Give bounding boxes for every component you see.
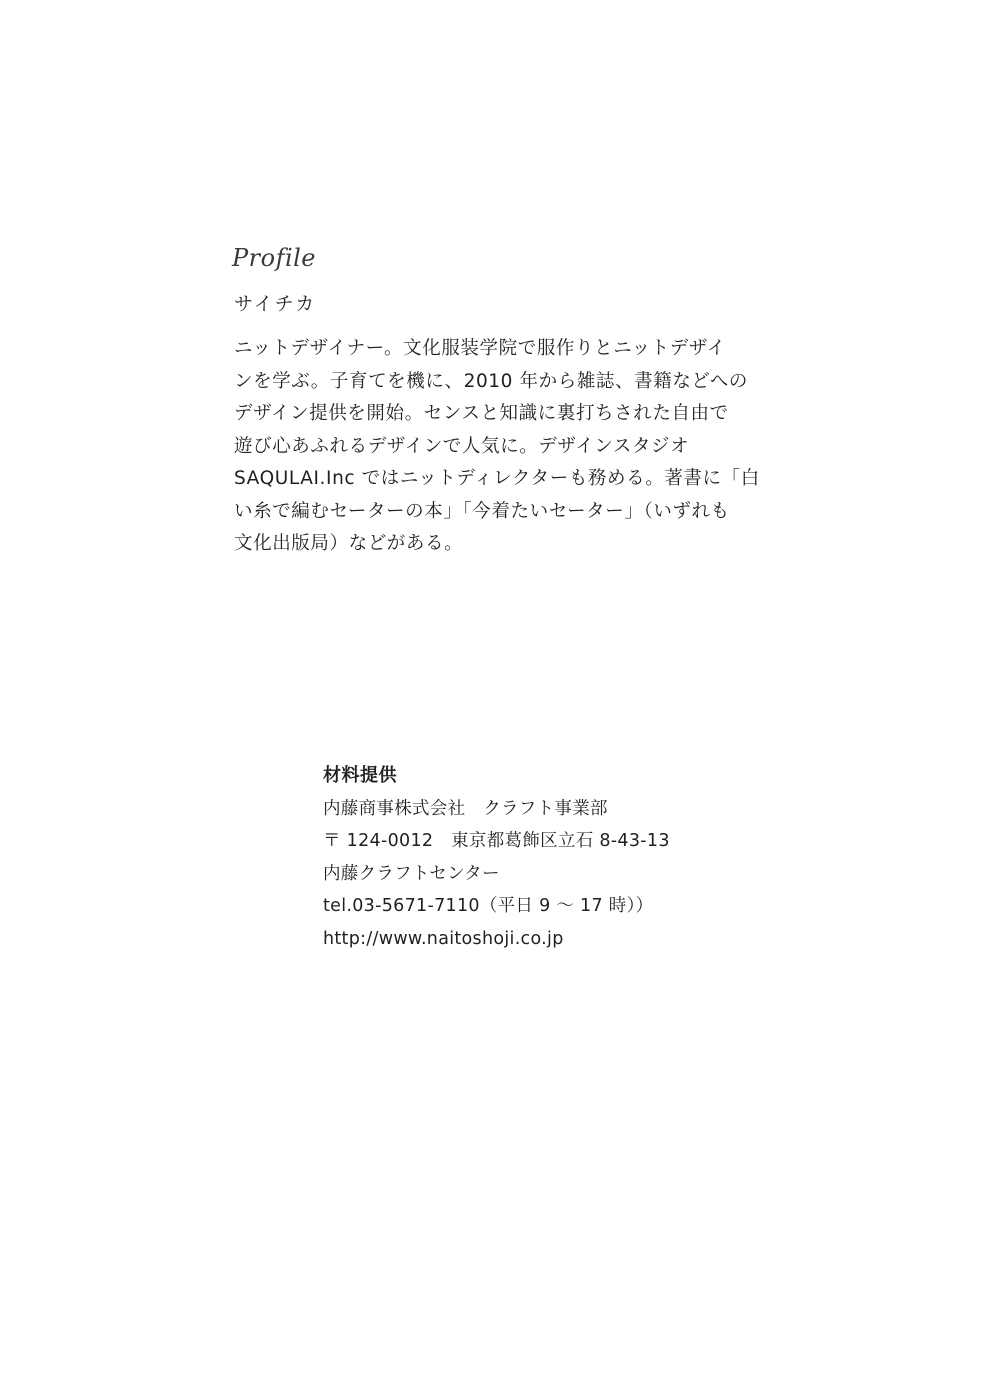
- center-name: 内藤クラフトセンター: [323, 863, 500, 884]
- company-name: 内藤商事株式会社 クラフト事業部: [323, 798, 608, 819]
- bio-line: ンを学ぶ。子育てを機に、2010 年から雑誌、書籍などへの: [234, 370, 748, 392]
- materials-credit: [323, 760, 670, 955]
- author-bio: [234, 333, 774, 561]
- author-name: サイチカ: [234, 293, 317, 315]
- bio-line: 文化出版局）などがある。: [234, 533, 464, 554]
- bio-line: SAQULAI.Inc ではニットディレクターも務める。著書に「白: [234, 468, 760, 489]
- website-url: http://www.naitoshoji.co.jp: [323, 928, 564, 949]
- materials-heading: 材料提供: [323, 765, 397, 786]
- postal-address: 〒 124-0012 東京都葛飾区立石 8-43-13: [323, 831, 670, 851]
- profile-script-heading: Profile: [232, 244, 317, 272]
- bio-line: デザイン提供を開始。センスと知識に裏打ちされた自由で: [234, 403, 729, 424]
- bio-line: 遊び心あふれるデザインで人気に。デザインスタジオ: [234, 435, 690, 457]
- bio-line: い糸で編むセーターの本」「今着たいセーター」（いずれも: [234, 500, 730, 522]
- bio-line: ニットデザイナー。文化服装学院で服作りとニットデザイ: [234, 338, 726, 359]
- phone-number: tel.03-5671-7110（平日 9 ～ 17 時））: [323, 896, 654, 916]
